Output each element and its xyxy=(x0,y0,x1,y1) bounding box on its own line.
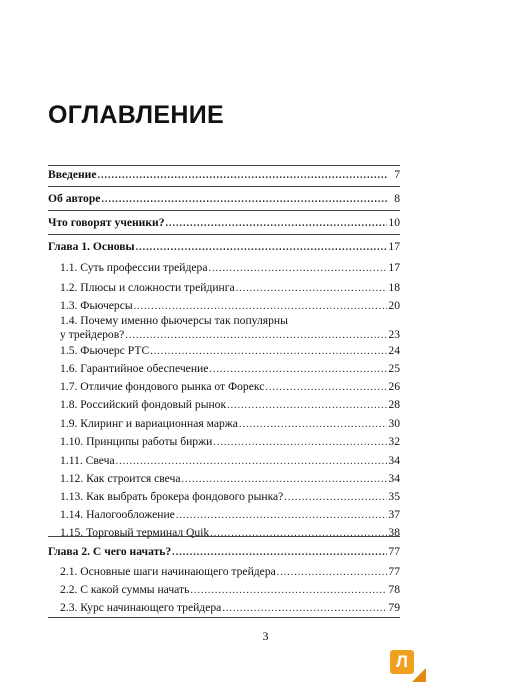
toc-entry-page: 38 xyxy=(388,526,400,539)
toc-entry-label: 1.15. Торговый терминал Quik xyxy=(60,526,210,539)
toc-entry-page: 8 xyxy=(394,192,400,205)
publisher-logo-icon xyxy=(390,650,414,674)
separator xyxy=(48,234,400,235)
toc-entry-page: 77 xyxy=(388,545,400,558)
leader-dots xyxy=(213,437,387,449)
leader-dots xyxy=(209,364,387,376)
toc-entry-chapter-1[interactable] xyxy=(48,240,400,254)
toc-entry-1-14[interactable] xyxy=(60,508,400,522)
toc-entry-label: 1.6. Гарантийное обеспечение xyxy=(60,362,209,375)
toc-entry-label: 1.3. Фьючерсы xyxy=(60,299,133,312)
toc-entry-label: 1.13. Как выбрать брокера фондового рынка? xyxy=(60,490,284,503)
toc-entry-line2 xyxy=(60,328,400,342)
separator xyxy=(48,210,400,211)
toc-entry-label: Введение xyxy=(48,168,97,181)
leader-dots xyxy=(134,301,387,313)
toc-entry-page: 32 xyxy=(388,435,400,448)
toc-entry-page: 25 xyxy=(388,362,400,375)
toc-entry-label: 1.8. Российский фондовый рынок xyxy=(60,398,227,411)
toc-entry-1-1[interactable] xyxy=(60,261,400,275)
toc-entry-page: 35 xyxy=(388,490,400,503)
toc-entry-page: 28 xyxy=(388,398,400,411)
toc-entry-page: 10 xyxy=(388,216,400,229)
leader-dots xyxy=(239,419,387,431)
leader-dots xyxy=(136,242,387,254)
leader-dots xyxy=(227,400,387,412)
leader-dots xyxy=(98,170,387,182)
toc-entry-1-6[interactable] xyxy=(60,362,400,376)
toc-entry-label: Об авторе xyxy=(48,192,101,205)
leader-dots xyxy=(210,528,387,540)
toc-entry-page: 20 xyxy=(388,299,400,312)
toc-entry-label-line1: 1.4. Почему именно фьючерсы так популярны xyxy=(60,314,288,327)
toc-entry-1-5[interactable] xyxy=(60,344,400,358)
leader-dots xyxy=(277,567,387,579)
toc-entry-about-author[interactable] xyxy=(48,192,400,206)
toc-entry-1-4[interactable] xyxy=(60,313,400,342)
toc-entry-1-10[interactable] xyxy=(60,435,400,449)
toc-entry-2-3[interactable] xyxy=(60,601,400,615)
toc-entry-label: 1.12. Как строится свеча xyxy=(60,472,181,485)
toc-entry-1-3[interactable] xyxy=(60,299,400,313)
toc-entry-label: 2.2. С какой суммы начать xyxy=(60,583,190,596)
toc-entry-page: 7 xyxy=(394,168,400,181)
leader-dots xyxy=(172,547,387,559)
toc-entry-label: 1.1. Суть профессии трейдера xyxy=(60,261,208,274)
toc-entry-page: 37 xyxy=(388,508,400,521)
page-title: ОГЛАВЛЕНИЕ xyxy=(48,101,224,129)
toc-entry-page: 78 xyxy=(388,583,400,596)
toc-entry-1-11[interactable] xyxy=(60,454,400,468)
toc-entry-chapter-2[interactable] xyxy=(48,545,400,559)
separator xyxy=(48,186,400,187)
leader-dots xyxy=(125,330,387,342)
toc-entry-page: 79 xyxy=(388,601,400,614)
toc-entry-page: 23 xyxy=(388,328,400,341)
toc-entry-label: 1.2. Плюсы и сложности трейдинга xyxy=(60,281,235,294)
toc-entry-page: 18 xyxy=(388,281,400,294)
leader-dots xyxy=(236,283,387,295)
toc-entry-label: 1.14. Налогообложение xyxy=(60,508,175,521)
toc-entry-2-1[interactable] xyxy=(60,565,400,579)
leader-dots xyxy=(166,218,387,230)
leader-dots xyxy=(222,603,387,615)
logo-letter: Л xyxy=(396,652,408,671)
toc-entry-1-8[interactable] xyxy=(60,398,400,412)
toc-entry-label: Что говорят ученики? xyxy=(48,216,165,229)
toc-entry-page: 24 xyxy=(388,344,400,357)
toc-entry-page: 26 xyxy=(388,380,400,393)
toc-entry-1-12[interactable] xyxy=(60,472,400,486)
toc-entry-page: 77 xyxy=(388,565,400,578)
separator xyxy=(48,165,400,166)
toc-entry-label: 1.9. Клиринг и вариационная маржа xyxy=(60,417,238,430)
page-number: 3 xyxy=(262,629,269,643)
toc-entry-2-2[interactable] xyxy=(60,583,400,597)
toc-entry-label: 2.1. Основные шаги начинающего трейдера xyxy=(60,565,276,578)
leader-dots xyxy=(150,346,387,358)
leader-dots xyxy=(181,474,387,486)
leader-dots xyxy=(284,492,387,504)
toc-entry-page: 17 xyxy=(388,240,400,253)
toc-entry-page: 34 xyxy=(388,472,400,485)
leader-dots xyxy=(208,263,387,275)
toc-entry-label: 1.11. Свеча xyxy=(60,454,115,467)
leader-dots xyxy=(101,194,387,206)
toc-entry-page: 30 xyxy=(388,417,400,430)
leader-dots xyxy=(176,510,387,522)
toc-entry-label: 1.10. Принципы работы биржи xyxy=(60,435,213,448)
toc-entry-page: 34 xyxy=(388,454,400,467)
toc-entry-1-2[interactable] xyxy=(60,281,400,295)
toc-entry-label: Глава 1. Основы xyxy=(48,240,135,253)
leader-dots xyxy=(116,456,387,468)
toc-entry-label: 2.3. Курс начинающего трейдера xyxy=(60,601,222,614)
toc-entry-students[interactable] xyxy=(48,216,400,230)
toc-entry-label-line2: у трейдеров? xyxy=(60,328,125,341)
page-corner-fold-icon xyxy=(412,668,426,682)
leader-dots xyxy=(265,382,387,394)
toc-entry-intro[interactable] xyxy=(48,168,400,182)
separator xyxy=(48,617,400,618)
toc-entry-1-9[interactable] xyxy=(60,417,400,431)
leader-dots xyxy=(190,585,387,597)
toc-entry-1-13[interactable] xyxy=(60,490,400,504)
toc-entry-label: 1.7. Отличие фондового рынка от Форекс xyxy=(60,380,265,393)
toc-entry-1-15[interactable] xyxy=(60,526,400,540)
toc-entry-label: 1.5. Фьючерс РТС xyxy=(60,344,150,357)
toc-entry-label: Глава 2. С чего начать? xyxy=(48,545,172,558)
toc-entry-1-7[interactable] xyxy=(60,380,400,394)
toc-entry-page: 17 xyxy=(388,261,400,274)
